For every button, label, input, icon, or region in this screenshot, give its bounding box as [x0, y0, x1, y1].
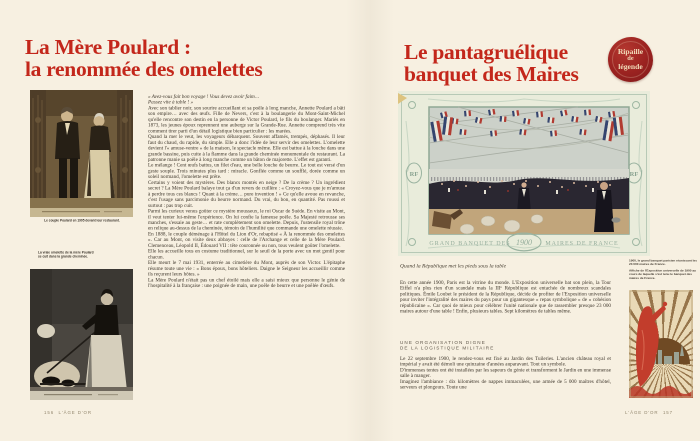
- frame-monogram-left: RF: [409, 171, 419, 178]
- paragraph: Elle les accueille tous en costume traditionnel, sur le seuil de la porte avec un mot gentil pour chacun.: [148, 248, 345, 260]
- right-page-title: [404, 42, 579, 86]
- painting-caption: Quand la République met les pieds sous la table: [400, 263, 507, 269]
- paragraph: D'immenses tentes ont été installées par les sapeurs du génie et transforment le Jardin en une immense salle à manger.: [400, 367, 611, 379]
- paragraph: Avec son tablier noir, son sourire accueillant et sa poêle à long manche, Annette Poulard a bâti son empire… avec des œufs. Fille de Nevers, c'est à la boulangerie du Mont-Saint-Michel qu'elle rencontre son destin en la personne de Victor Poulard, le fils du boulanger. Mariés en 1873, les jeunes époux reprennent une auberge sur la Grande-Rue. Annette comprend très vite comment tirer parti d'un détail logistique bien particulier : les marées.: [148, 105, 345, 134]
- book-title: L'ÂGE D'OR: [58, 410, 92, 415]
- right-title-line2: banquet des Maires: [404, 61, 579, 86]
- left-title-line2: la renommée des omelettes: [25, 56, 263, 81]
- left-page-footer: [44, 410, 344, 420]
- frame-banner-right: MAIRES DE FRANCE: [545, 241, 619, 247]
- photo2-caption: La vraie omelette de la mère Poulard se cuit dans la grande cheminée.: [38, 251, 94, 259]
- paragraph: Imaginez l'ambiance : dix kilomètres de nappes immaculées, une armée de 5 000 maîtres d'hôtel, serveurs et plongeurs. Toute une: [400, 378, 611, 391]
- frame-monogram-right: RF: [629, 171, 639, 178]
- paragraph: Quand la mer le veut, les voyageurs débarquent. Souvent affamés, trempés, déphasés. Il leur faut du chaud, du rapide, du simple. Elle a donc l'idée de leur servir des omelettes. L'omelette devient l'« amuse-ventre » de la maison, le spectacle même. Elle est battue à la louche dans une grande bassine, puis cuite à la flamme dans la grande cheminée monumentale du restaurant. La patronne manie sa poêle à long manche comme un bâton de majorette. L'effet est garanti.: [148, 134, 345, 163]
- section-heading: UNE ORGANISATION DIGNE DE LA LOGISTIQUE MILITAIRE: [400, 340, 495, 351]
- poster-artwork: [629, 290, 693, 398]
- paragraph: Certains y voient des mystères. Des blancs montés en neige ? De la crème ? Un ingrédient secret ? La Mère Poulard balaye tout ça d'un revers de cuillère : « Croyez-vous que je m'amuse à perdre tous ces blancs ! Quant à la crème… pure invention ! » Ce qu'elle avoue en revanche, c'est l'usage sans parcimonie du beurre normand. Du vrai, du bon, en quantité. Pas roussi et surtout : pas trop cuit.: [148, 179, 345, 209]
- right-page-footer: [401, 410, 673, 420]
- paragraph: Le 22 septembre 1900, le rendez-vous est fixé au Jardin des Tuileries. L'ancien château royal et impérial y avait été démoli une quinzaine d'années auparavant. Tout un symbole.: [400, 356, 611, 368]
- ripaille-seal-badge: Ripaille de légende: [608, 37, 653, 82]
- photo-omelette-cheminee: [30, 269, 133, 400]
- painting-banquet-des-maires: [398, 91, 650, 256]
- poster-exposition-1900: [629, 290, 693, 398]
- paragraph: La Mère Poulard n'était pas un chef étoilé mais elle a saisi mieux que personne le génie de l'hospitalité à la française : une poignée de main, une poêle de beurre et une poêlée d'œufs.: [148, 277, 345, 289]
- photo1-caption: Le couple Poulard en 1905 devant leur restaurant.: [44, 219, 120, 223]
- page-number: 157: [662, 410, 673, 415]
- paragraph: Elle meurt le 7 mai 1931, enterrée au cimetière du Mont, auprès de son Victor. L'épitaphe résume toute une vie : « Bons époux, bons hôteliers. Daigne le Seigneur les accueillir comme ils reçurent leurs hôtes. »: [148, 260, 345, 278]
- book-title: L'ÂGE D'OR: [625, 410, 659, 415]
- page-number: 156: [44, 410, 55, 415]
- left-page-title: [25, 37, 262, 81]
- paragraph: En 1888, le couple déménage à l'Hôtel du Lion d'Or, rebaptisé « À la renommée des omelettes ». Car au Mont, on visite deux abbayes : celle de l'Archange et celle de la Mère Poulard. Clemenceau, Léopold II, Édouard VII : tête couronnée ou non, tous veulent goûter l'omelette.: [148, 231, 345, 249]
- paragraph: Le mélange ! Cent œufs battus, un filet d'eau, une belle louche de beurre. Le tout est versé d'un geste souple. Trois minutes plus tard : miracle. Gonflée comme un soufflé, dorée comme un soleil normand, l'omelette est prête.: [148, 162, 345, 180]
- right-title-line1: Le pantagruélique: [404, 40, 568, 64]
- margin-caption-2: Affiche de l'Exposition universelle de 1900 au cours de laquelle s'est tenu le banquet des maires de France.: [629, 268, 696, 280]
- right-intro-text: [400, 280, 611, 349]
- paragraph: Parmi les curieux venus goûter ce mystère mousseux, le roi Oscar de Suède. En visite au Mont, il veut tenter lui-même l'expérience. On lui confie la fameuse poêle. Sa Majesté retrousse ses manches, s'essaie au geste… et rate complètement son omelette. Depuis, l'ustensile royal trône en relique au-dessus de la cheminée, témoin de l'humilité que commande une omelette réussie.: [148, 208, 345, 232]
- page-gutter: [346, 0, 394, 441]
- margin-caption-1: 1900, le grand banquet parisien réunissant les 23 000 maires de France.: [629, 259, 697, 267]
- intro-quote-line1: « Avez-vous fait bon voyage ! Vous devez avoir faim…: [148, 94, 260, 100]
- frame-banner-year: 1900: [516, 238, 532, 247]
- paragraph: En cette année 1900, Paris est la vitrine du monde. L'Exposition universelle bat son plein, la Tour Eiffel n'a plus rien d'un scandale mais la IIIᵉ République est entachée de nombreux scandales politiques. Émile Loubet le président de la République, décide de profiter de l'Exposition universelle pour inviter l'intégralité des maires du pays pour un gigantesque « repas symbolique » de « cohésion républicaine ». Car quoi de mieux pour célébrer l'unité nationale que de rassembler presque 23 000 maires autour d'une table ! Enfin, plusieurs tables. Sept kilomètres de tables même.: [400, 280, 611, 315]
- left-title-line1: La Mère Poulard :: [25, 35, 191, 59]
- intro-quote-line2: Passez vite à table ! »: [148, 99, 194, 106]
- left-body-text: [148, 94, 345, 441]
- frame-banner-left: GRAND BANQUET DES: [429, 241, 511, 247]
- photo-couple-poulard: [30, 90, 133, 217]
